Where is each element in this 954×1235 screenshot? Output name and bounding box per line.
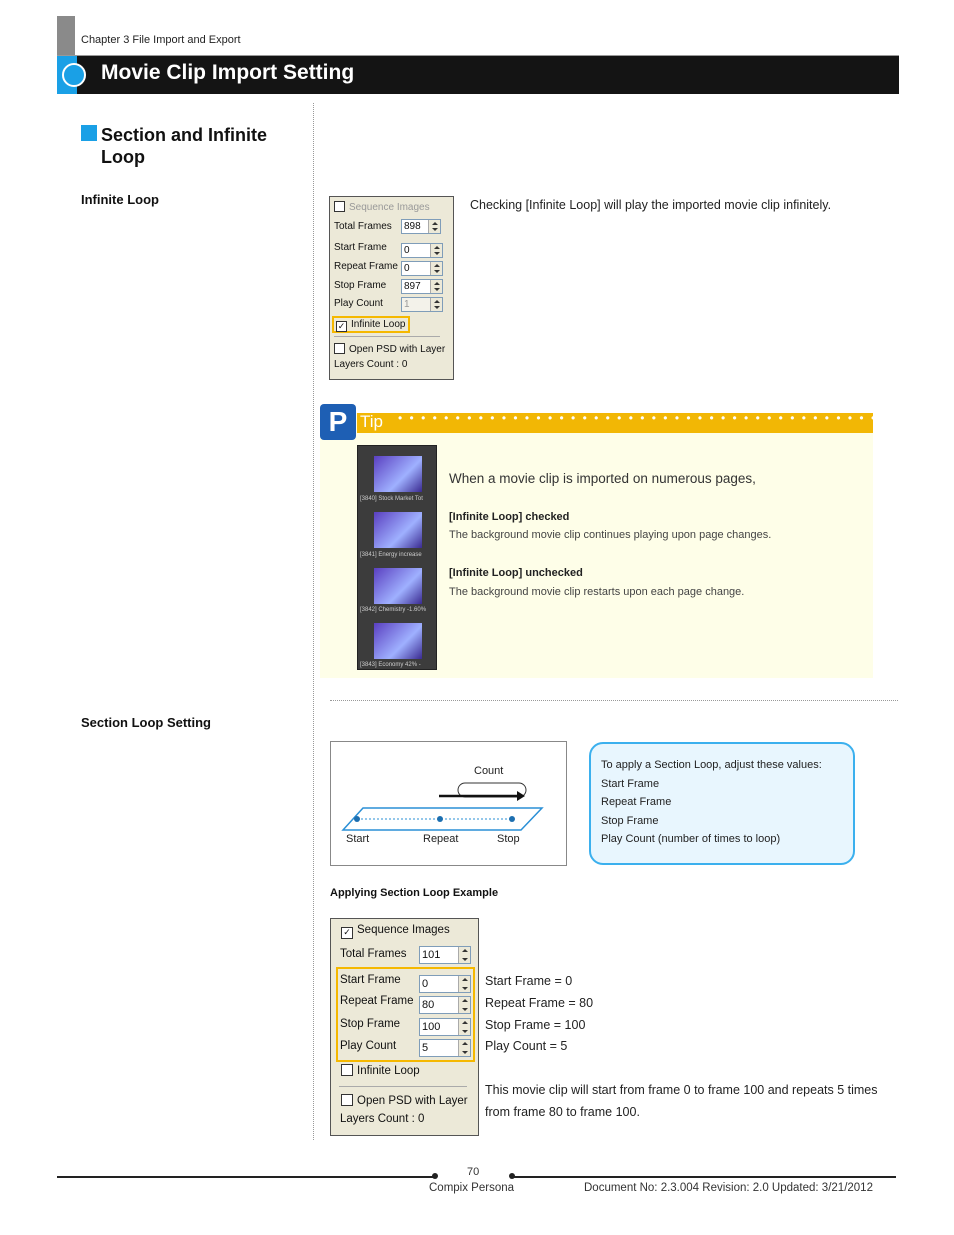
page-title: Movie Clip Import Setting <box>101 61 355 84</box>
footer-rule-left <box>57 1176 435 1178</box>
start-frame-field[interactable]: 0 <box>401 243 443 258</box>
spinner-arrows-icon[interactable] <box>430 280 442 293</box>
spinner-arrows-icon[interactable] <box>428 220 440 233</box>
section-bullet-icon <box>81 125 97 141</box>
open-psd-option[interactable]: Open PSD with Layer <box>341 1094 468 1107</box>
checkbox-icon[interactable] <box>334 201 345 212</box>
chapter-tab-marker <box>57 16 75 56</box>
loop-diagram-graphic <box>331 742 568 867</box>
total-frames-field[interactable]: 101 <box>419 946 471 964</box>
title-bullet-icon <box>62 63 86 87</box>
example-settings-panel <box>330 918 479 1136</box>
layers-count: Layers Count : 0 <box>334 359 408 370</box>
example-summary-cont: from frame 80 to frame 100. <box>485 1105 640 1119</box>
total-frames-label: Total Frames <box>340 948 407 960</box>
page-number: 70 <box>467 1166 480 1178</box>
tip-unchecked-text: The background movie clip restarts upon each page change. <box>449 586 745 598</box>
repeat-frame-label: Repeat Frame <box>334 261 398 272</box>
checkbox-icon[interactable] <box>341 1064 353 1076</box>
checkbox-icon[interactable] <box>334 343 345 354</box>
thumbnail-caption: [3842] Chemistry -1.60% <box>360 607 427 613</box>
stop-frame-field[interactable]: 897 <box>401 279 443 294</box>
thumbnail-caption: [3841] Energy increase <box>360 552 422 558</box>
callout-item: Repeat Frame <box>601 796 672 809</box>
repeat-frame-field[interactable]: 80 <box>419 996 471 1014</box>
play-count-label: Play Count <box>340 1040 397 1052</box>
start-frame-label: Start Frame <box>334 242 387 253</box>
check-mark-icon[interactable]: ✓ <box>341 927 353 939</box>
example-summary: This movie clip will start from frame 0 to frame 100 and repeats 5 times <box>485 1083 878 1097</box>
callout-item: Play Count (number of times to loop) <box>601 833 781 846</box>
spinner-arrows-icon[interactable] <box>430 262 442 275</box>
total-frames-label: Total Frames <box>334 221 392 232</box>
example-line: Start Frame = 0 <box>485 974 573 988</box>
checkbox-icon[interactable] <box>341 1094 353 1106</box>
play-count-field[interactable]: 1 <box>401 297 443 312</box>
infinite-loop-heading: Infinite Loop <box>81 192 159 207</box>
tip-dotted-rule: • • • • • • • • • • • • • • • • • • • • • • • • • • • • • • • • • • • • • • • • • • <box>398 411 878 425</box>
footer-dot <box>432 1173 438 1179</box>
thumbnail-image[interactable] <box>374 456 422 492</box>
start-label: Start <box>346 833 370 845</box>
import-settings-panel <box>329 196 454 380</box>
spinner-arrows-icon[interactable] <box>458 997 470 1013</box>
layers-count: Layers Count : 0 <box>340 1113 425 1125</box>
tip-checked-text: The background movie clip continues playing upon page changes. <box>449 529 772 541</box>
stop-frame-label: Stop Frame <box>340 1018 401 1030</box>
open-psd-option[interactable]: Open PSD with Layer <box>334 343 445 355</box>
thumbnail-caption: [3843] Economy 42% - <box>360 662 421 668</box>
start-frame-field[interactable]: 0 <box>419 975 471 993</box>
thumbnail-image[interactable] <box>374 623 422 659</box>
play-count-field[interactable]: 5 <box>419 1039 471 1057</box>
section-loop-diagram <box>330 741 567 866</box>
callout-item: Stop Frame <box>601 814 659 827</box>
stop-frame-label: Stop Frame <box>334 280 387 291</box>
start-frame-label: Start Frame <box>340 974 401 986</box>
repeat-label: Repeat <box>423 833 459 845</box>
persona-p-icon: P <box>320 404 356 440</box>
check-mark-icon[interactable]: ✓ <box>337 321 346 331</box>
infinite-loop-option[interactable]: Infinite Loop <box>341 1064 420 1077</box>
repeat-point <box>437 816 443 822</box>
spinner-arrows-icon[interactable] <box>458 1019 470 1035</box>
thumbnail-image[interactable] <box>374 512 422 548</box>
repeat-frame-label: Repeat Frame <box>340 995 414 1007</box>
spinner-arrows-icon[interactable] <box>430 244 442 257</box>
stop-frame-field[interactable]: 100 <box>419 1018 471 1036</box>
infinite-loop-option[interactable]: ✓ Infinite Loop <box>332 316 410 333</box>
section-loop-callout <box>589 742 855 865</box>
total-frames-field[interactable]: 898 <box>401 219 441 234</box>
example-line: Play Count = 5 <box>485 1039 568 1053</box>
example-heading: Applying Section Loop Example <box>330 887 499 899</box>
separator <box>339 1086 467 1087</box>
example-line: Stop Frame = 100 <box>485 1018 586 1032</box>
section-loop-heading: Section Loop Setting <box>81 715 211 730</box>
tip-label: Tip <box>360 412 383 431</box>
document-info: Document No: 2.3.004 Revision: 2.0 Updated: 3/21/2012 <box>584 1182 873 1194</box>
count-label: Count <box>474 765 504 777</box>
start-point <box>354 816 360 822</box>
separator <box>334 336 440 337</box>
spinner-arrows-icon[interactable] <box>458 976 470 992</box>
repeat-frame-field[interactable]: 0 <box>401 261 443 276</box>
thumbnail-image[interactable] <box>374 568 422 604</box>
tip-checked-heading: [Infinite Loop] checked <box>449 511 570 523</box>
product-name: Compix Persona <box>429 1182 515 1194</box>
thumbnail-caption: [3840] Stock Market Tot <box>360 496 423 502</box>
chapter-label: Chapter 3 File Import and Export <box>81 34 241 46</box>
spinner-arrows-icon[interactable] <box>458 1040 470 1056</box>
section-title: Section and Infinite Loop <box>101 125 268 167</box>
callout-item: Start Frame <box>601 777 660 790</box>
page-thumbnail-list <box>357 445 437 670</box>
sequence-images-option: Sequence Images <box>334 201 430 213</box>
arrow-head-icon <box>517 791 525 801</box>
column-divider <box>313 103 314 1140</box>
stop-point <box>509 816 515 822</box>
example-line: Repeat Frame = 80 <box>485 996 594 1010</box>
spinner-arrows-icon[interactable] <box>458 947 470 963</box>
tip-unchecked-heading: [Infinite Loop] unchecked <box>449 567 583 579</box>
sequence-images-option[interactable]: ✓ Sequence Images <box>341 924 450 939</box>
callout-intro: To apply a Section Loop, adjust these values: <box>601 759 822 771</box>
stop-label: Stop <box>497 833 520 845</box>
spinner-arrows-icon[interactable] <box>430 298 442 311</box>
infinite-loop-description: Checking [Infinite Loop] will play the imported movie clip infinitely. <box>470 198 832 212</box>
section-divider <box>330 700 898 701</box>
play-count-label: Play Count <box>334 298 383 309</box>
footer-rule-right <box>514 1176 896 1178</box>
tip-intro: When a movie clip is imported on numerous pages, <box>449 471 756 486</box>
